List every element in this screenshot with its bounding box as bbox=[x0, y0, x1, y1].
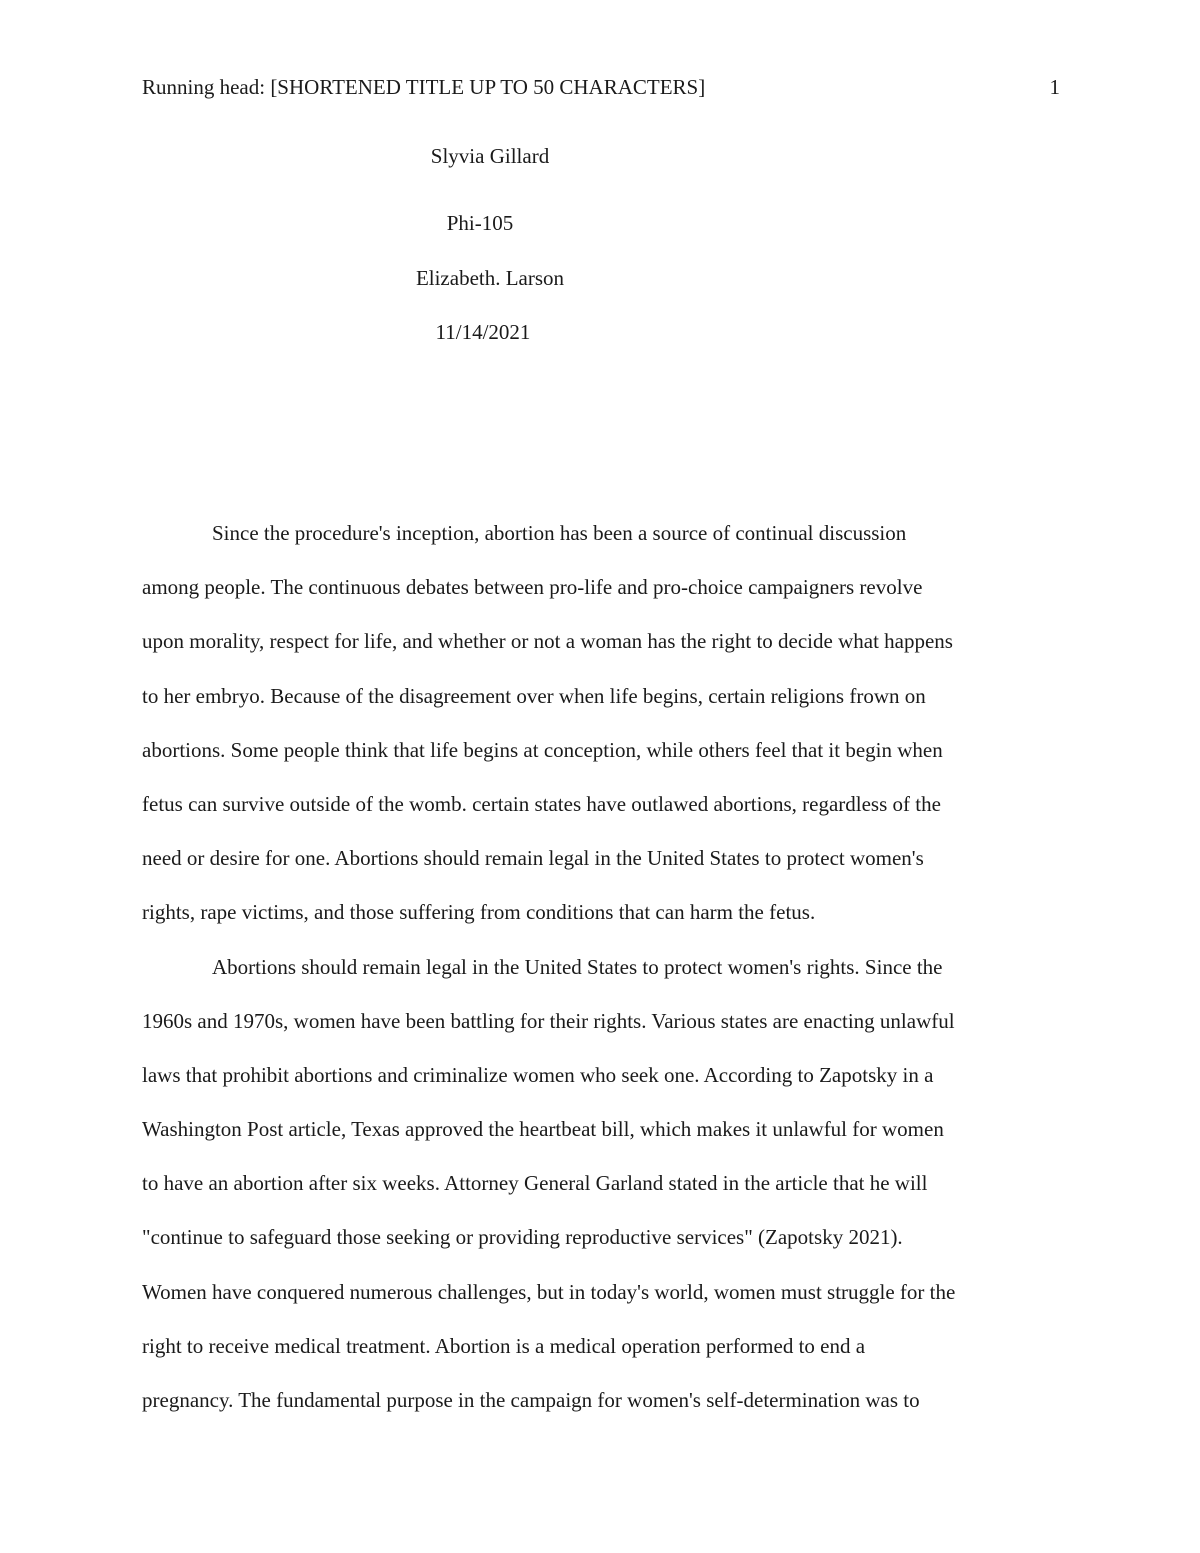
paragraph-2-line-8: right to receive medical treatment. Abortion is a medical operation performed to end a bbox=[142, 1333, 866, 1358]
paragraph-2-line-7: Women have conquered numerous challenges, but in today's world, women must struggle for the bbox=[142, 1279, 956, 1304]
paragraph-1-line-2: among people. The continuous debates between pro-life and pro-choice campaigners revolve bbox=[142, 575, 923, 600]
paragraph-2-line-4: Washington Post article, Texas approved the heartbeat bill, which makes it unlawful for women bbox=[142, 1117, 944, 1142]
paragraph-1-line-6: fetus can survive outside of the womb. certain states have outlawed abortions, regardless of the bbox=[142, 791, 941, 816]
body-text bbox=[142, 506, 1058, 1427]
paragraph-1-line-1: Since the procedure's inception, abortion has been a source of continual discussion bbox=[212, 521, 907, 545]
running-head: Running head: [SHORTENED TITLE UP TO 50 CHARACTERS] bbox=[142, 75, 706, 99]
paragraph-1-line-5: abortions. Some people think that life begins at conception, while others feel that it begin when bbox=[142, 737, 943, 762]
course-name: Phi-105 bbox=[446, 211, 514, 235]
paragraph-1-line-7: need or desire for one. Abortions should remain legal in the United States to protect women's bbox=[142, 846, 924, 871]
paragraph-2-line-6: "continue to safeguard those seeking or providing reproductive services" (Zapotsky 2021). bbox=[142, 1225, 903, 1250]
paragraph-1-line-4: to her embryo. Because of the disagreement over when life begins, certain religions frown on bbox=[142, 683, 926, 708]
paragraph-1-line-3: upon morality, respect for life, and whether or not a woman has the right to decide what happens bbox=[142, 629, 953, 654]
paragraph-2-line-2: 1960s and 1970s, women have been battling for their rights. Various states are enacting unlawful bbox=[142, 1008, 955, 1033]
paragraph-2-line-3: laws that prohibit abortions and criminalize women who seek one. According to Zapotsky in a bbox=[142, 1062, 934, 1087]
submission-date: 11/14/2021 bbox=[435, 320, 531, 344]
instructor-name: Elizabeth. Larson bbox=[415, 266, 565, 290]
paragraph-1-line-8: rights, rape victims, and those suffering from conditions that can harm the fetus. bbox=[142, 900, 816, 925]
paragraph-2-line-9: pregnancy. The fundamental purpose in the campaign for women's self-determination was to bbox=[142, 1388, 920, 1412]
page-number: 1 bbox=[1049, 75, 1060, 99]
paragraph-2-line-1: Abortions should remain legal in the United States to protect women's rights. Since the bbox=[212, 954, 943, 979]
author-name: Slyvia Gillard bbox=[430, 144, 550, 168]
paragraph-2-line-5: to have an abortion after six weeks. Attorney General Garland stated in the article that he will bbox=[142, 1171, 928, 1196]
